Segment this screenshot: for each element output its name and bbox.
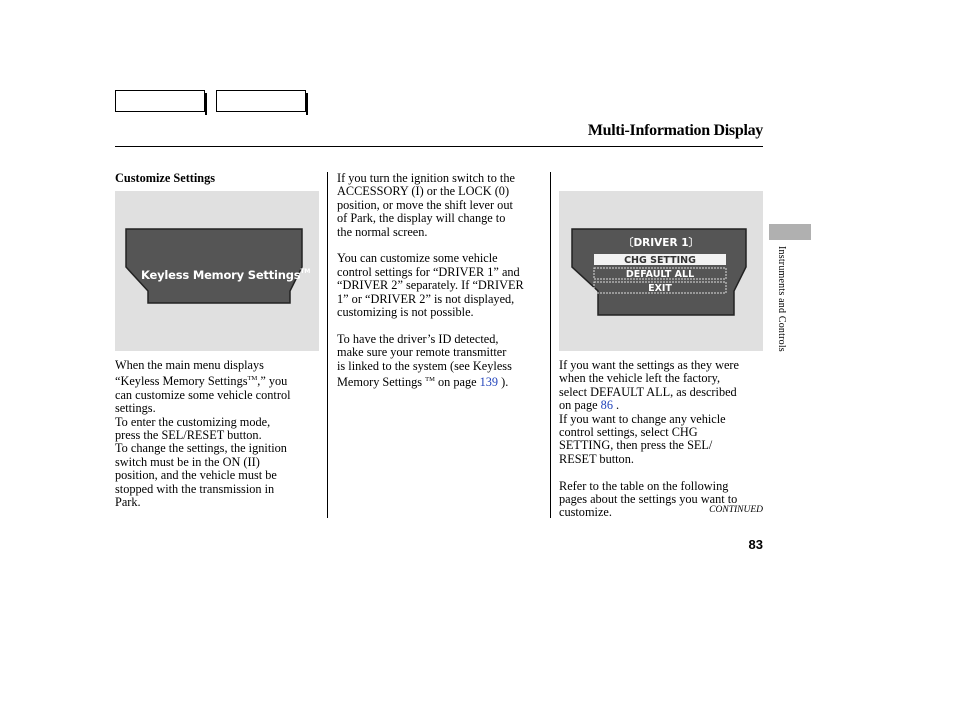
text-line: control settings for “DRIVER 1” and xyxy=(337,264,520,279)
display-item-default-all: DEFAULT ALL xyxy=(625,269,695,280)
text-line: To change the settings, the ignition xyxy=(115,441,287,456)
text-line: If you turn the ignition switch to the xyxy=(337,171,515,185)
text-line: the normal screen. xyxy=(337,224,428,239)
text-line: position, or move the shift lever out xyxy=(337,197,513,212)
page-title: Multi-Information Display xyxy=(587,122,763,139)
display-panel-left xyxy=(115,191,319,351)
display-label-keyless: Keyless Memory Settings™ xyxy=(141,268,311,282)
text-line: If you want the settings as they were xyxy=(559,358,739,372)
text-line: 1” or “DRIVER 2” is not displayed, xyxy=(337,291,515,306)
display-item-chg-setting: CHG SETTING xyxy=(624,255,696,266)
text-line: When the main menu displays xyxy=(115,358,264,372)
column-divider-1 xyxy=(327,172,328,518)
text-line: pages about the settings you want to xyxy=(559,492,738,507)
text-line: customize. xyxy=(559,505,612,520)
page-link-139[interactable]: 139 xyxy=(479,375,499,390)
sidebar-label: Instruments and Controls xyxy=(776,246,787,352)
text-line: control settings, select CHG xyxy=(559,425,698,440)
text-line: when the vehicle left the factory, xyxy=(559,371,721,386)
section-heading: Customize Settings xyxy=(115,171,216,185)
text-line: SETTING, then press the SEL/ xyxy=(559,438,713,453)
nav-button-2[interactable] xyxy=(216,90,306,112)
text-line: on page 86 . xyxy=(559,398,620,413)
text-line: To have the driver’s ID detected, xyxy=(337,331,499,346)
continued-label: CONTINUED xyxy=(709,505,763,515)
text-line: customizing is not possible. xyxy=(337,305,474,320)
text-line: press the SEL/RESET button. xyxy=(115,428,262,443)
text-line: Memory Settings ™ on page 139 ). xyxy=(337,375,509,390)
text-line: can customize some vehicle control xyxy=(115,387,291,402)
sidebar-tab[interactable] xyxy=(769,224,811,240)
column-divider-2 xyxy=(550,172,551,518)
text-line: RESET button. xyxy=(559,451,634,466)
nav-button-1[interactable] xyxy=(115,90,205,112)
column-1-text xyxy=(115,359,325,509)
text-line: select DEFAULT ALL, as described xyxy=(559,384,737,399)
text-line: switch must be in the ON (II) xyxy=(115,454,260,469)
text-line: If you want to change any vehicle xyxy=(559,411,726,426)
text-line: position, and the vehicle must be xyxy=(115,468,277,483)
display-driver-header: 〔DRIVER 1〕 xyxy=(622,237,700,249)
text-line: is linked to the system (see Keyless xyxy=(337,358,512,373)
text-line: You can customize some vehicle xyxy=(337,251,498,266)
page-number: 83 xyxy=(748,537,763,552)
text-line: stopped with the transmission in xyxy=(115,481,275,496)
header-rule xyxy=(115,146,763,147)
text-line: To enter the customizing mode, xyxy=(115,414,271,429)
text-line: “Keyless Memory Settings™,” you xyxy=(115,374,288,389)
display-item-exit: EXIT xyxy=(648,283,672,294)
column-2-text xyxy=(337,172,547,389)
text-line: settings. xyxy=(115,401,156,416)
text-line: Refer to the table on the following xyxy=(559,478,729,493)
column-3-text xyxy=(559,359,765,520)
text-line: Park. xyxy=(115,495,141,510)
text-line: make sure your remote transmitter xyxy=(337,345,507,360)
text-line: ACCESSORY (I) or the LOCK (0) xyxy=(337,184,510,199)
page-link-86[interactable]: 86 xyxy=(600,398,613,413)
text-line: of Park, the display will change to xyxy=(337,211,506,226)
text-line: “DRIVER 2” separately. If “DRIVER xyxy=(337,278,524,293)
display-panel-right xyxy=(559,191,763,351)
